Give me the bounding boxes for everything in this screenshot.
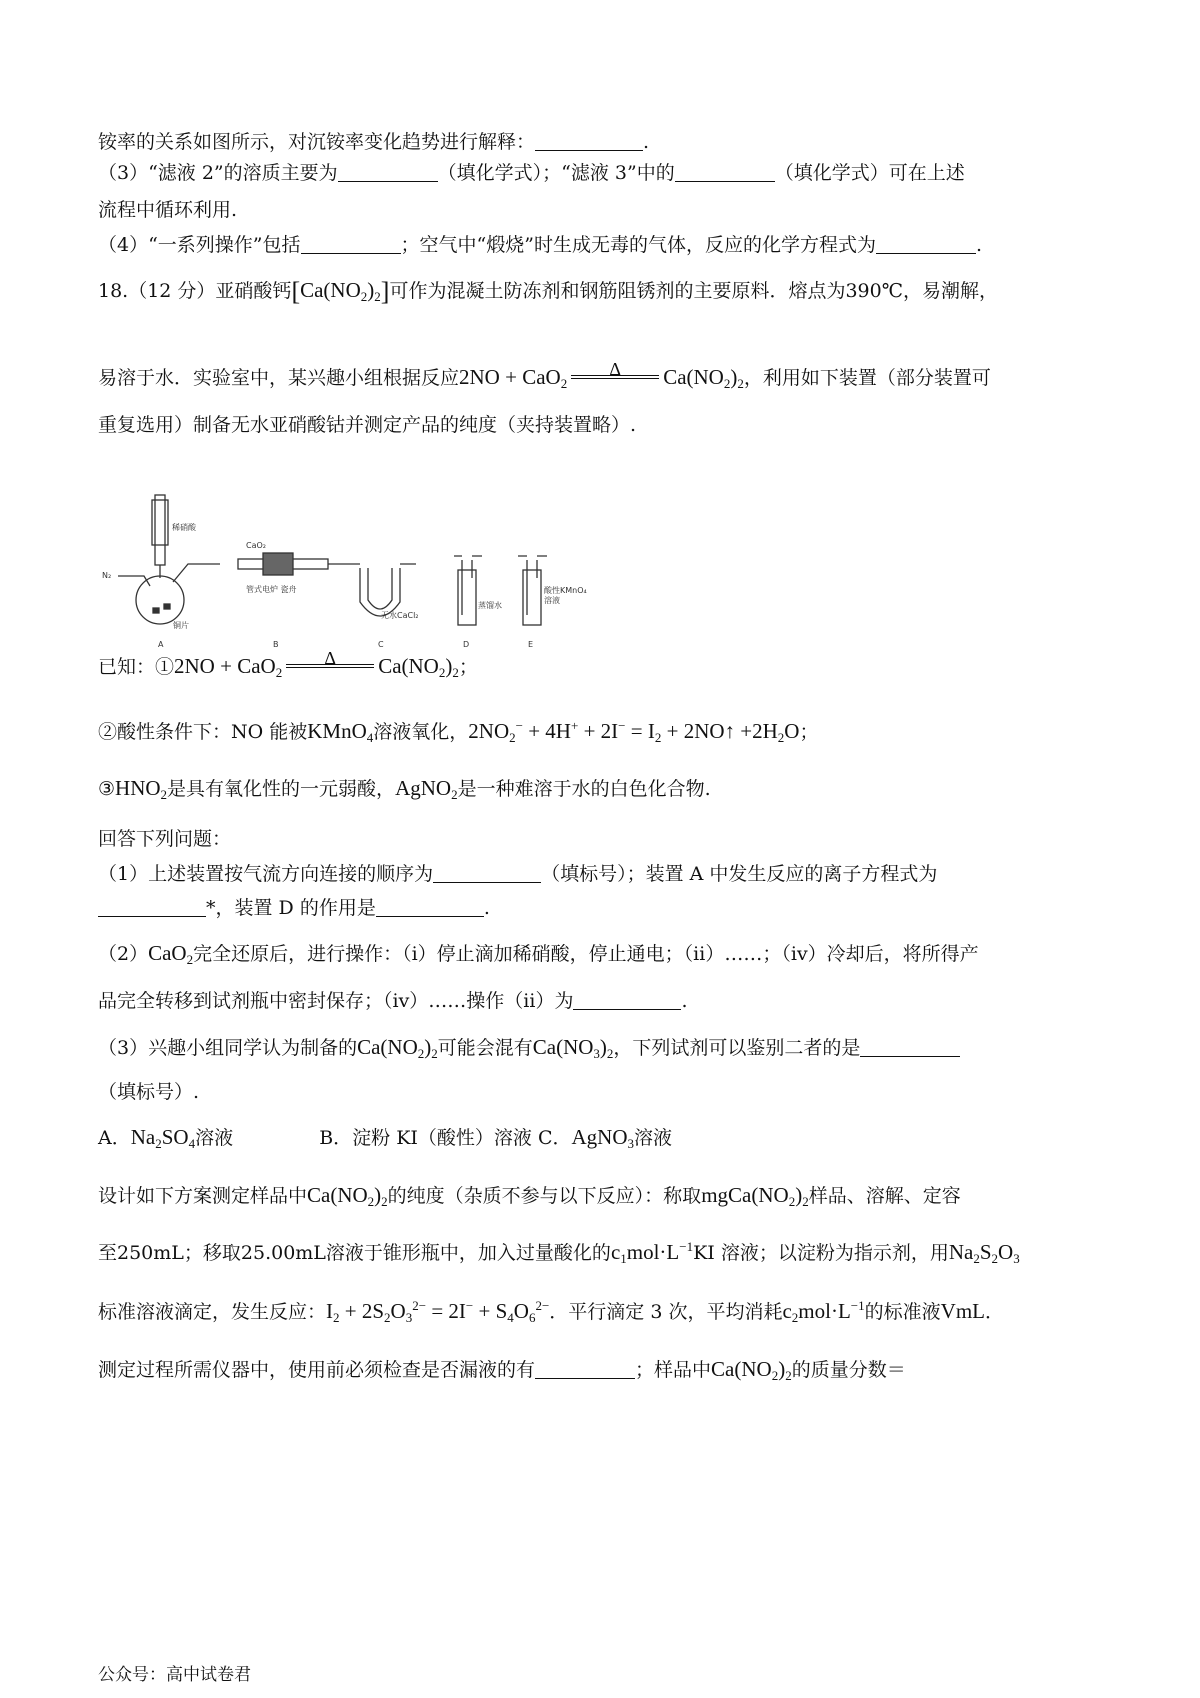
answer-blank[interactable]	[98, 896, 206, 917]
q3-text: （填化学式）可在上述	[774, 162, 965, 184]
q2-text: 品完全转移到试剂瓶中密封保存；（ⅳ）……操作（ⅱ）为	[98, 990, 574, 1012]
q2-line-2: 品完全转移到试剂瓶中密封保存；（ⅳ）……操作（ⅱ）为 .	[98, 990, 688, 1012]
design-line-3: 标准溶液滴定，发生反应：$I_2 + 2S_2O_3^{2-} = 2I^- + S_4O_6^{2-}$．平行滴定 3 次，平均消耗$c_2mol\cdot L^{-1}$的标准液VmL．	[98, 1298, 1004, 1325]
design-text: ．平行滴定 3 次，平均消耗	[549, 1301, 783, 1323]
design-text: 设计如下方案测定样品中	[98, 1185, 308, 1207]
label-copper: 铜片	[173, 621, 189, 630]
formula-ca-no2-2: $[Ca(NO_2)_2]$	[291, 277, 390, 306]
label-n2: N₂	[102, 571, 112, 580]
q2-line-1	[98, 938, 1110, 969]
q1-text: （1）上述装置按气流方向连接的顺序为	[98, 863, 434, 885]
known-text: 溶液氧化，	[373, 721, 469, 743]
design-text: 测定过程所需仪器中，使用前必须检查是否漏液的有	[98, 1359, 536, 1381]
design-text: 样品、溶解、定容	[808, 1185, 961, 1207]
known-text: 是具有氧化性的一元弱酸，	[167, 778, 396, 800]
footer-text: 公众号：高中试卷君	[98, 1665, 251, 1685]
q2-text: （2）	[98, 943, 149, 965]
label-dilute-hno3: 稀硝酸	[172, 523, 196, 532]
design-text: 至250mL；移取25.00mL溶液于锥形瓶中，加入过量酸化的	[98, 1242, 611, 1264]
design-text: 的标准液	[864, 1301, 941, 1323]
design-text: 标准溶液滴定，发生反应：	[98, 1301, 327, 1323]
design-text: KI 溶液；以淀粉为指示剂，用	[693, 1242, 949, 1264]
answer-blank[interactable]	[433, 862, 541, 883]
text-line-3	[98, 195, 1110, 225]
line-1-text: 铵率的关系如图所示，对沉铵率变化趋势进行解释：	[98, 131, 536, 153]
option-b[interactable]: B．淀粉 KI（酸性）溶液	[319, 1127, 532, 1149]
answer-blank[interactable]	[301, 233, 401, 254]
design-text: 的质量分数＝	[791, 1359, 906, 1381]
label-cao2: CaO₂	[246, 541, 266, 550]
apparatus-d	[454, 556, 482, 625]
design-text: ；样品中	[635, 1359, 712, 1381]
question-18-intro	[98, 275, 1110, 307]
q3-text: （3）“滤液 2”的溶质主要为	[98, 162, 338, 184]
q4-text: ；空气中“煅烧”时生成无毒的气体，反应的化学方程式为	[400, 234, 876, 256]
label-b: B	[273, 640, 279, 649]
design-text: 的纯度（杂质不参与以下反应）：称取	[387, 1185, 702, 1207]
label-a: A	[158, 640, 164, 649]
option-a[interactable]: A．$Na_2SO_4$溶液	[98, 1125, 234, 1151]
label-c: C	[378, 640, 384, 649]
q1-text: *，装置 D 的作用是	[206, 897, 376, 919]
design-line-2: 至250mL；移取25.00mL溶液于锥形瓶中，加入过量酸化的$c_1mol\cdot L^{-1}KI$ 溶液；以淀粉为指示剂，用$Na_2S_2O_3$	[98, 1239, 1020, 1266]
label-d: D	[463, 640, 470, 649]
known-equation-2: $2NO_2^- + 4H^+ + 2I^- = I_2$ + 2NO↑ $+2H_2O$	[468, 718, 800, 745]
formula-ca-no2-2: $Ca(NO_2)_2$	[357, 1035, 438, 1061]
known-2: ②酸性条件下：NO 能被KMnO$_4$溶液氧化，$2NO_2^- + 4H^+ + 2I^- = I_2$ + 2NO↑ $+2H_2O$；	[98, 718, 819, 745]
formula-agno2: AgNO$_2$	[395, 776, 458, 802]
answer-blank[interactable]	[860, 1036, 960, 1057]
q18-text: ，利用如下装置（部分装置可	[743, 367, 991, 389]
label-furnace: 管式电炉 瓷舟	[246, 585, 297, 594]
q18-text: 可作为混凝土防冻剂和钢筋阻锈剂的主要原料．熔点为390℃，易潮解，	[389, 280, 998, 302]
design-line-1: 设计如下方案测定样品中$Ca(NO_2)_2$的纯度（杂质不参与以下反应）：称取$mgCa(NO_2)_2$样品、溶解、定容	[98, 1183, 961, 1209]
formula-hno2: $HNO_2$	[115, 776, 168, 802]
answer-blank[interactable]	[376, 896, 484, 917]
known-text: 已知：①	[98, 656, 175, 678]
q18-text: 易溶于水．实验室中，某兴趣小组根据反应	[98, 367, 460, 389]
q3b-text: ，下列试剂可以鉴别二者的是	[613, 1037, 861, 1059]
design-line-4: 测定过程所需仪器中，使用前必须检查是否漏液的有 ；样品中$Ca(NO_2)_2$的质量分数＝	[98, 1357, 906, 1383]
formula-cao2: CaO$_2$	[148, 941, 194, 967]
label-water: 蒸馏水	[478, 601, 502, 610]
q3-text: （填化学式）；“滤液 3”中的	[437, 162, 675, 184]
apparatus-figure	[98, 490, 638, 655]
known-equation-1: 2NO + CaO$_2$ Δ $Ca(NO_2)_2$	[174, 648, 459, 680]
formula-kmno4: KMnO$_4$	[307, 719, 374, 745]
option-c[interactable]: C．AgNO$_3$溶液	[537, 1125, 673, 1151]
answer-blank[interactable]	[573, 989, 681, 1010]
answer-heading	[98, 824, 1110, 854]
q3-options	[98, 1122, 1110, 1153]
answer-heading-text: 回答下列问题：	[98, 828, 232, 850]
apparatus-e	[518, 556, 547, 625]
q18-text: 重复选用）制备无水亚硝酸钴并测定产品的纯度（夹持装置略）.	[98, 414, 637, 436]
text-line-2	[98, 158, 1110, 188]
known-3	[98, 773, 1110, 804]
apparatus-b	[238, 553, 348, 575]
q18-text: 18.（12 分）亚硝酸钙	[98, 280, 292, 302]
apparatus-a	[118, 495, 220, 624]
q1-text: （填标号）；装置 A 中发生反应的离子方程式为	[541, 863, 938, 885]
q3b-text: （填标号）.	[98, 1081, 200, 1103]
known-text: 是一种难溶于水的白色化合物.	[457, 778, 711, 800]
text-line-1: 铵率的关系如图所示，对沉铵率变化趋势进行解释： .	[98, 131, 650, 153]
q2-text: 完全还原后，进行操作：（ⅰ）停止滴加稀硝酸，停止通电；（ⅱ）……；（ⅳ）冷却后，将所得产	[193, 943, 979, 965]
answer-blank[interactable]	[535, 1358, 635, 1379]
answer-blank[interactable]	[876, 233, 976, 254]
formula-ca-no3-2: $Ca(NO_3)_2$	[532, 1035, 614, 1061]
known-text: ②酸性条件下：NO 能被	[98, 721, 308, 743]
q3-line-2	[98, 1077, 1110, 1107]
apparatus-c	[348, 564, 416, 616]
label-e: E	[528, 640, 534, 649]
q3-text: 流程中循环利用.	[98, 199, 238, 221]
reaction-equation: 2NO + CaO$_2$ Δ $Ca(NO_2)_2$	[459, 359, 744, 391]
answer-blank[interactable]	[535, 130, 643, 151]
label-kmno4: 酸性KMnO₄	[544, 586, 587, 595]
known-text: ③	[98, 778, 116, 800]
q3-line-1	[98, 1032, 1110, 1063]
answer-blank[interactable]	[338, 161, 438, 182]
q3b-text: 可能会混有	[437, 1037, 533, 1059]
text-line-7	[98, 410, 1110, 440]
answer-blank[interactable]	[675, 161, 775, 182]
q1-line-2: *，装置 D 的作用是 .	[98, 893, 1110, 923]
label-cacl2: 无水CaCl₂	[381, 611, 419, 620]
text-line-6	[98, 358, 1110, 393]
known-1: 已知：①2NO + CaO$_2$ Δ $Ca(NO_2)_2$；	[98, 648, 478, 680]
q1-line-1	[98, 859, 1110, 889]
q4-text: （4）“一系列操作”包括	[98, 234, 301, 256]
text-line-4: （4）“一系列操作”包括 ；空气中“煅烧”时生成无毒的气体，反应的化学方程式为 .	[98, 234, 983, 256]
q3b-text: （3）兴趣小组同学认为制备的	[98, 1037, 358, 1059]
label-solution: 溶液	[544, 596, 560, 605]
